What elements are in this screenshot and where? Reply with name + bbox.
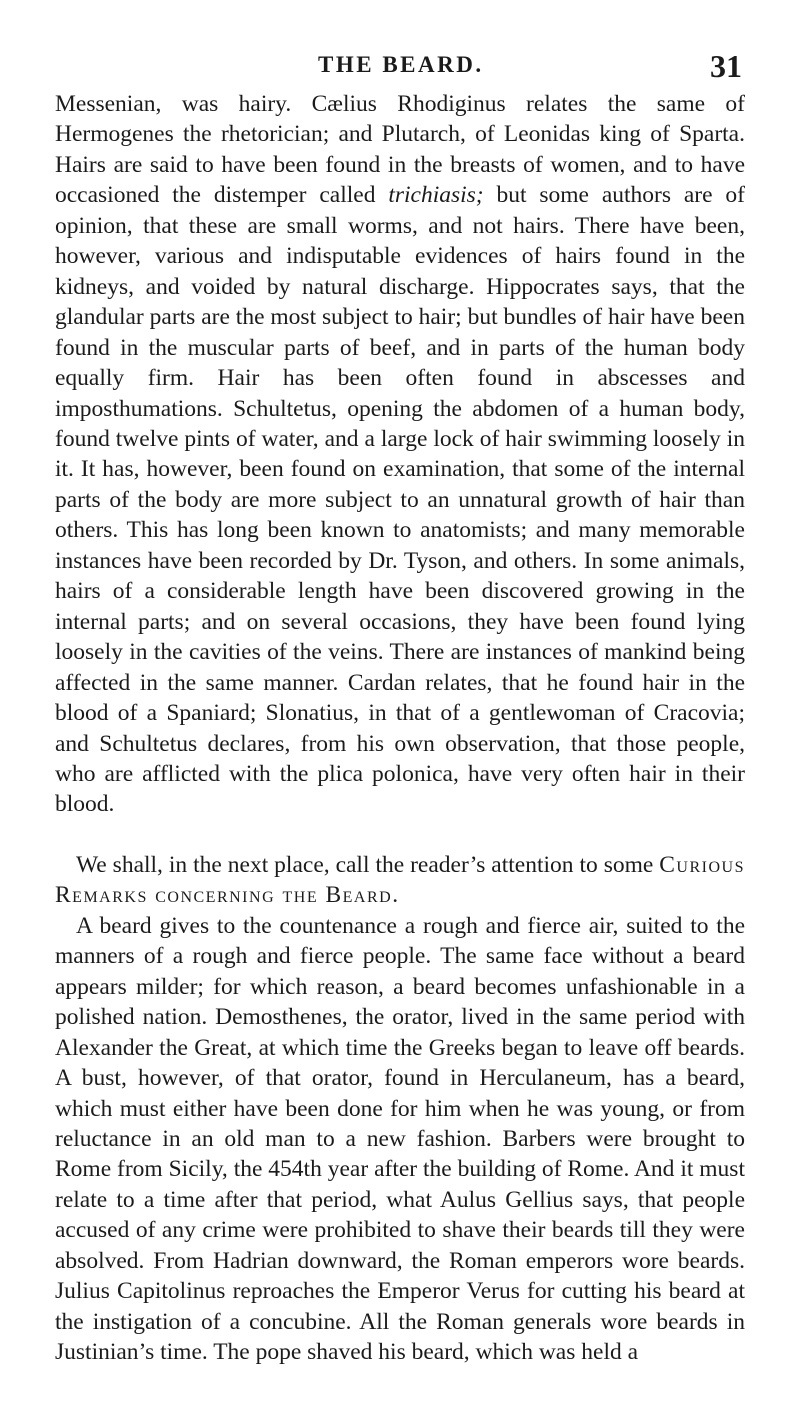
- body-text: [55, 89, 745, 1368]
- paragraph-1-italic-term: trichiasis;: [388, 182, 484, 209]
- paragraph-1-text-a: Messenian, was hairy. Cælius Rhodiginus relates the same of Hermogenes the rhetorician; and Plutarch, of Leonidas king of Sparta. Hairs are said to have been found in the breasts of women, and to have occasioned the distemper called: [55, 91, 745, 209]
- paragraph-2: [55, 850, 745, 911]
- paragraph-3-text: A beard gives to the countenance a rough and fierce air, suited to the manners of a rough and fierce people. The same face without a beard appears milder; for which reason, a beard becomes unfashionable in a polished nation. Demosthenes, the orator, lived in the same period with Alexander the Great, at which time the Greeks began to leave off beards. A bust, however, of that orator, found in Herculaneum, has a beard, which must either have been done for him when he was young, or from reluctance in an old man to a new fashion. Barbers were brought to Rome from Sicily, the 454th year after the building of Rome. And it must relate to a time after that period, what Aulus Gellius says, that people accused of any crime were prohibited to shave their beards till they were absolved. From Hadrian downward, the Roman emperors wore beards. Julius Capitolinus reproaches the Emperor Verus for cutting his beard at the instigation of a concubine. All the Roman generals wore beards in Justinian’s time. The pope shaved his beard, which was held a: [55, 912, 745, 1366]
- paragraph-separator: [55, 820, 745, 850]
- paragraph-2-text: We shall, in the next place, call the reader’s attention to some: [76, 851, 660, 878]
- paragraph-3: [55, 911, 745, 1368]
- paragraph-1-text-b: but some authors are of opinion, that these are small worms, and not hairs. There have been, however, various and indisputable evidences of hairs found in the kidneys, and voided by natural discharge. Hippocrates says, that the glandular parts are the most subject to hair; but bundles of hair have been found in the muscular parts of beef, and in parts of the human body equally firm. Hair has been often found in abscesses and imposthumations. Schultetus, opening the abdomen of a human body, found twelve pints of water, and a large lock of hair swimming loosely in it. It has, however, been found on examination, that some of the internal parts of the body are more subject to an unnatural growth of hair than others. This has long been known to anatomists; and many memorable instances have been recorded by Dr. Tyson, and others. In some animals, hairs of a considerable length have been discovered growing in the internal parts; and on several occasions, they have been found lying loosely in the cavities of the veins. There are instances of mankind being affected in the same manner. Cardan relates, that he found hair in the blood of a Spaniard; Slonatius, in that of a gentlewoman of Cracovia; and Schultetus declares, from his own observation, that those people, who are afflicted with the plica polonica, have very often hair in their blood.: [55, 182, 745, 818]
- paragraph-1: [55, 89, 745, 820]
- page-header: [0, 48, 800, 88]
- section-heading-inline: Curious Remarks concerning the Beard.: [55, 851, 745, 909]
- page-number: 31: [710, 48, 742, 84]
- running-head: THE BEARD.: [318, 52, 484, 77]
